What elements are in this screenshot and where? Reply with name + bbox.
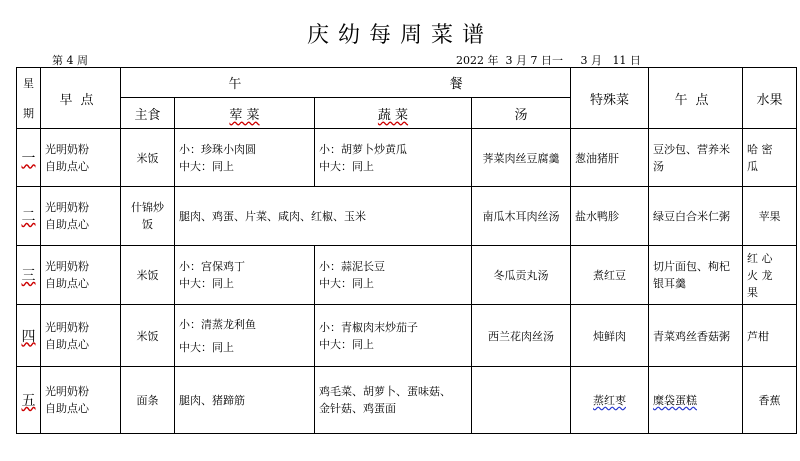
breakfast-line: 光明奶粉 — [45, 142, 89, 156]
meat-header — [175, 98, 315, 129]
breakfast-cell — [41, 305, 121, 367]
staple-line: 饭 — [142, 218, 153, 231]
meat-line: 小：宫保鸡丁 — [179, 260, 245, 273]
fruit-cell — [743, 246, 797, 305]
day-header — [17, 68, 41, 129]
day-cell — [17, 187, 41, 246]
table-row — [17, 305, 797, 367]
soup-header-text: 汤 — [514, 107, 528, 123]
week-label: 第 4 周 — [52, 54, 88, 67]
fruit-line: 哈 密 — [747, 142, 773, 156]
staple-line: 什锦炒 — [131, 201, 164, 214]
snack-line: 切片面包、枸杞 — [653, 260, 730, 273]
staple-cell: 米饭 — [121, 305, 175, 367]
meat-line: 小：珍珠小肉圆 — [179, 142, 256, 156]
soup-cell — [472, 367, 571, 434]
meat-cell — [175, 305, 315, 367]
day-header-top: 星 — [23, 77, 34, 90]
breakfast-line: 自助点心 — [45, 159, 89, 173]
meat-line: 小：清蒸龙利鱼 — [179, 317, 256, 331]
veg-line: 小：胡萝卜炒黄瓜 — [319, 142, 407, 156]
staple-cell: 面条 — [121, 367, 175, 434]
staple-cell: 米饭 — [121, 129, 175, 187]
veg-line: 小：蒜泥长豆 — [319, 260, 385, 273]
staple-header — [121, 98, 175, 129]
veg-line: 鸡毛菜、胡萝卜、蛋味菇、 — [319, 385, 451, 398]
veg-line: 中大：同上 — [319, 337, 374, 351]
breakfast-line: 光明奶粉 — [45, 201, 89, 214]
breakfast-line: 自助点心 — [45, 402, 89, 415]
meat-header-text: 荤 菜 — [229, 107, 260, 123]
page-title: 庆幼每周菜谱 — [306, 23, 493, 48]
snack-cell — [649, 129, 743, 187]
fruit-line: 果 — [747, 285, 758, 299]
day-label: 五 — [21, 393, 36, 409]
breakfast-line: 光明奶粉 — [45, 385, 89, 398]
snack-line: 银耳羹 — [653, 277, 686, 290]
veg-cell — [315, 367, 472, 434]
soup-cell: 荠菜肉丝豆腐羹 — [472, 129, 571, 187]
meat-cell: 腿肉、猪蹄筋 — [175, 367, 315, 434]
table-row — [17, 129, 797, 187]
soup-header — [472, 98, 571, 129]
lunch-header — [121, 68, 571, 98]
fruit-cell — [743, 129, 797, 187]
meat-line: 中大：同上 — [179, 277, 234, 290]
day-label: 二 — [21, 209, 36, 225]
snack-text: 糜袋蛋糕 — [653, 394, 697, 407]
breakfast-line: 光明奶粉 — [45, 320, 89, 334]
veg-cell — [315, 305, 472, 367]
day-cell — [17, 246, 41, 305]
fruit-line: 瓜 — [747, 159, 758, 173]
date-range: 2022 年 3 月 7 日一 3 月 11 日 — [456, 54, 641, 67]
veg-cell — [315, 129, 472, 187]
breakfast-cell — [41, 367, 121, 434]
breakfast-line: 自助点心 — [45, 218, 89, 231]
breakfast-line: 自助点心 — [45, 337, 89, 351]
weekly-menu-table — [16, 67, 797, 434]
snack-cell — [649, 246, 743, 305]
mixed-dish-cell: 腿肉、鸡蛋、片菜、咸肉、红椒、玉米 — [175, 187, 472, 246]
veg-line: 中大：同上 — [319, 159, 374, 173]
special-cell: 葱油猪肝 — [571, 129, 649, 187]
breakfast-cell — [41, 187, 121, 246]
day-header-bottom: 期 — [23, 107, 34, 120]
veg-line: 金针菇、鸡蛋面 — [319, 402, 396, 415]
staple-cell: 米饭 — [121, 246, 175, 305]
staple-cell — [121, 187, 175, 246]
meat-cell — [175, 246, 315, 305]
snack-header: 午点 — [649, 68, 743, 129]
day-cell — [17, 129, 41, 187]
snack-cell — [649, 367, 743, 434]
special-cell: 炖鲜肉 — [571, 305, 649, 367]
fruit-line: 红 心 — [747, 251, 773, 265]
meat-line: 中大：同上 — [179, 340, 234, 354]
meat-line: 中大：同上 — [179, 159, 234, 173]
breakfast-line: 自助点心 — [45, 277, 89, 290]
day-cell — [17, 305, 41, 367]
fruit-cell: 香蕉 — [743, 367, 797, 434]
fruit-cell: 苹果 — [743, 187, 797, 246]
fruit-header: 水果 — [743, 68, 797, 129]
fruit-line: 火 龙 — [747, 268, 773, 282]
snack-cell: 绿豆白合米仁粥 — [649, 187, 743, 246]
lunch-header-left: 午 — [228, 77, 242, 92]
day-label: 四 — [21, 328, 36, 345]
snack-line: 汤 — [653, 159, 664, 173]
snack-cell: 青菜鸡丝香菇粥 — [649, 305, 743, 367]
breakfast-line: 光明奶粉 — [45, 260, 89, 273]
table-row — [17, 367, 797, 434]
special-text: 蒸红枣 — [593, 394, 626, 407]
meat-cell — [175, 129, 315, 187]
lunch-header-right: 餐 — [449, 77, 463, 92]
fruit-cell: 芦柑 — [743, 305, 797, 367]
breakfast-cell — [41, 129, 121, 187]
day-cell — [17, 367, 41, 434]
special-header: 特殊菜 — [571, 68, 649, 129]
breakfast-cell — [41, 246, 121, 305]
table-row — [17, 187, 797, 246]
special-cell — [571, 367, 649, 434]
soup-cell: 南瓜木耳肉丝汤 — [472, 187, 571, 246]
snack-line: 豆沙包、营养米 — [653, 142, 730, 156]
special-cell: 盐水鸭胗 — [571, 187, 649, 246]
soup-cell: 西兰花肉丝汤 — [472, 305, 571, 367]
veg-header-text: 蔬 菜 — [377, 107, 409, 123]
day-label: 一 — [21, 150, 36, 167]
veg-line: 小：青椒肉末炒茄子 — [319, 320, 418, 334]
veg-line: 中大：同上 — [319, 277, 374, 290]
breakfast-header: 早点 — [41, 68, 121, 129]
soup-cell: 冬瓜贡丸汤 — [472, 246, 571, 305]
staple-header-text: 主食 — [134, 107, 161, 123]
special-cell: 煮红豆 — [571, 246, 649, 305]
veg-header — [315, 98, 472, 129]
day-label: 三 — [21, 268, 36, 284]
table-row — [17, 246, 797, 305]
veg-cell — [315, 246, 472, 305]
